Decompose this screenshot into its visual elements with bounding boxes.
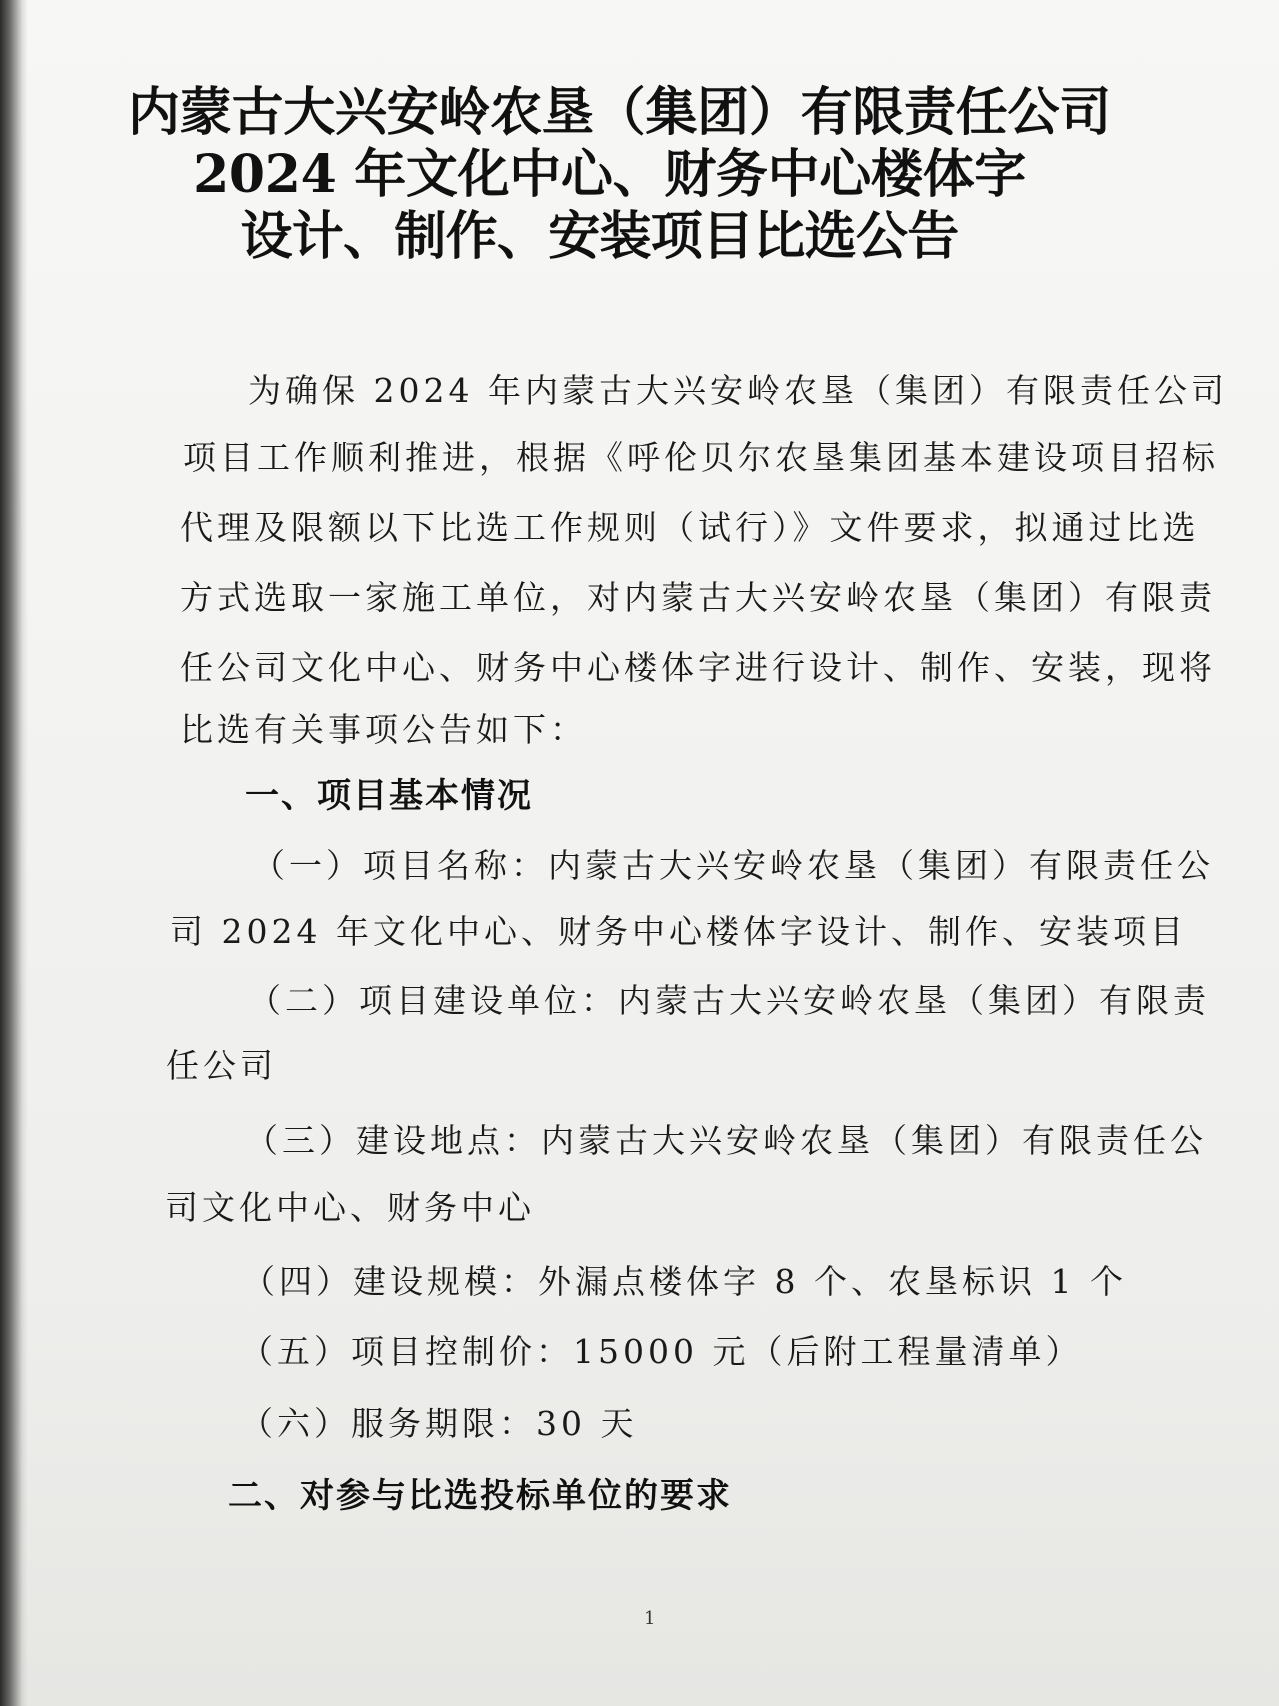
- page-number: 1: [644, 1608, 656, 1629]
- title-line-3: 设计、制作、安装项目比选公告: [240, 206, 959, 267]
- intro-line: 任公司文化中心、财务中心楼体字进行设计、制作、安装，现将: [180, 648, 1216, 687]
- item-line: 任公司: [166, 1046, 277, 1085]
- title-line-1: 内蒙古大兴安岭农垦（集团）有限责任公司: [127, 82, 1111, 143]
- intro-line: 比选有关事项公告如下：: [180, 710, 587, 749]
- title-line-2: 2024 年文化中心、财务中心楼体字: [193, 144, 1026, 205]
- intro-line: 为确保 2024 年内蒙古大兴安岭农垦（集团）有限责任公司: [248, 371, 1228, 410]
- item-line: （五）项目控制价：15000 元（后附工程量清单）: [240, 1332, 1083, 1371]
- item-line: （二）项目建设单位：内蒙古大兴安岭农垦（集团）有限责: [248, 981, 1210, 1020]
- item-line: 司文化中心、财务中心: [165, 1188, 535, 1227]
- item-line: （六）服务期限：30 天: [240, 1404, 638, 1443]
- item-line: （三）建设地点：内蒙古大兴安岭农垦（集团）有限责任公: [245, 1121, 1207, 1160]
- intro-line: 代理及限额以下比选工作规则（试行）》文件要求，拟通过比选: [180, 508, 1200, 547]
- item-line: 司 2024 年文化中心、财务中心楼体字设计、制作、安装项目: [170, 912, 1187, 951]
- section-heading-1: 一、项目基本情况: [245, 776, 533, 816]
- document-title: [0, 82, 1279, 268]
- section-heading-2: 二、对参与比选投标单位的要求: [228, 1476, 732, 1516]
- item-line: （一）项目名称：内蒙古大兴安岭农垦（集团）有限责任公: [252, 846, 1214, 885]
- intro-line: 方式选取一家施工单位，对内蒙古大兴安岭农垦（集团）有限责: [180, 578, 1216, 617]
- item-line: （四）建设规模：外漏点楼体字 8 个、农垦标识 1 个: [242, 1262, 1127, 1301]
- intro-line: 项目工作顺利推进，根据《呼伦贝尔农垦集团基本建设项目招标: [183, 438, 1219, 477]
